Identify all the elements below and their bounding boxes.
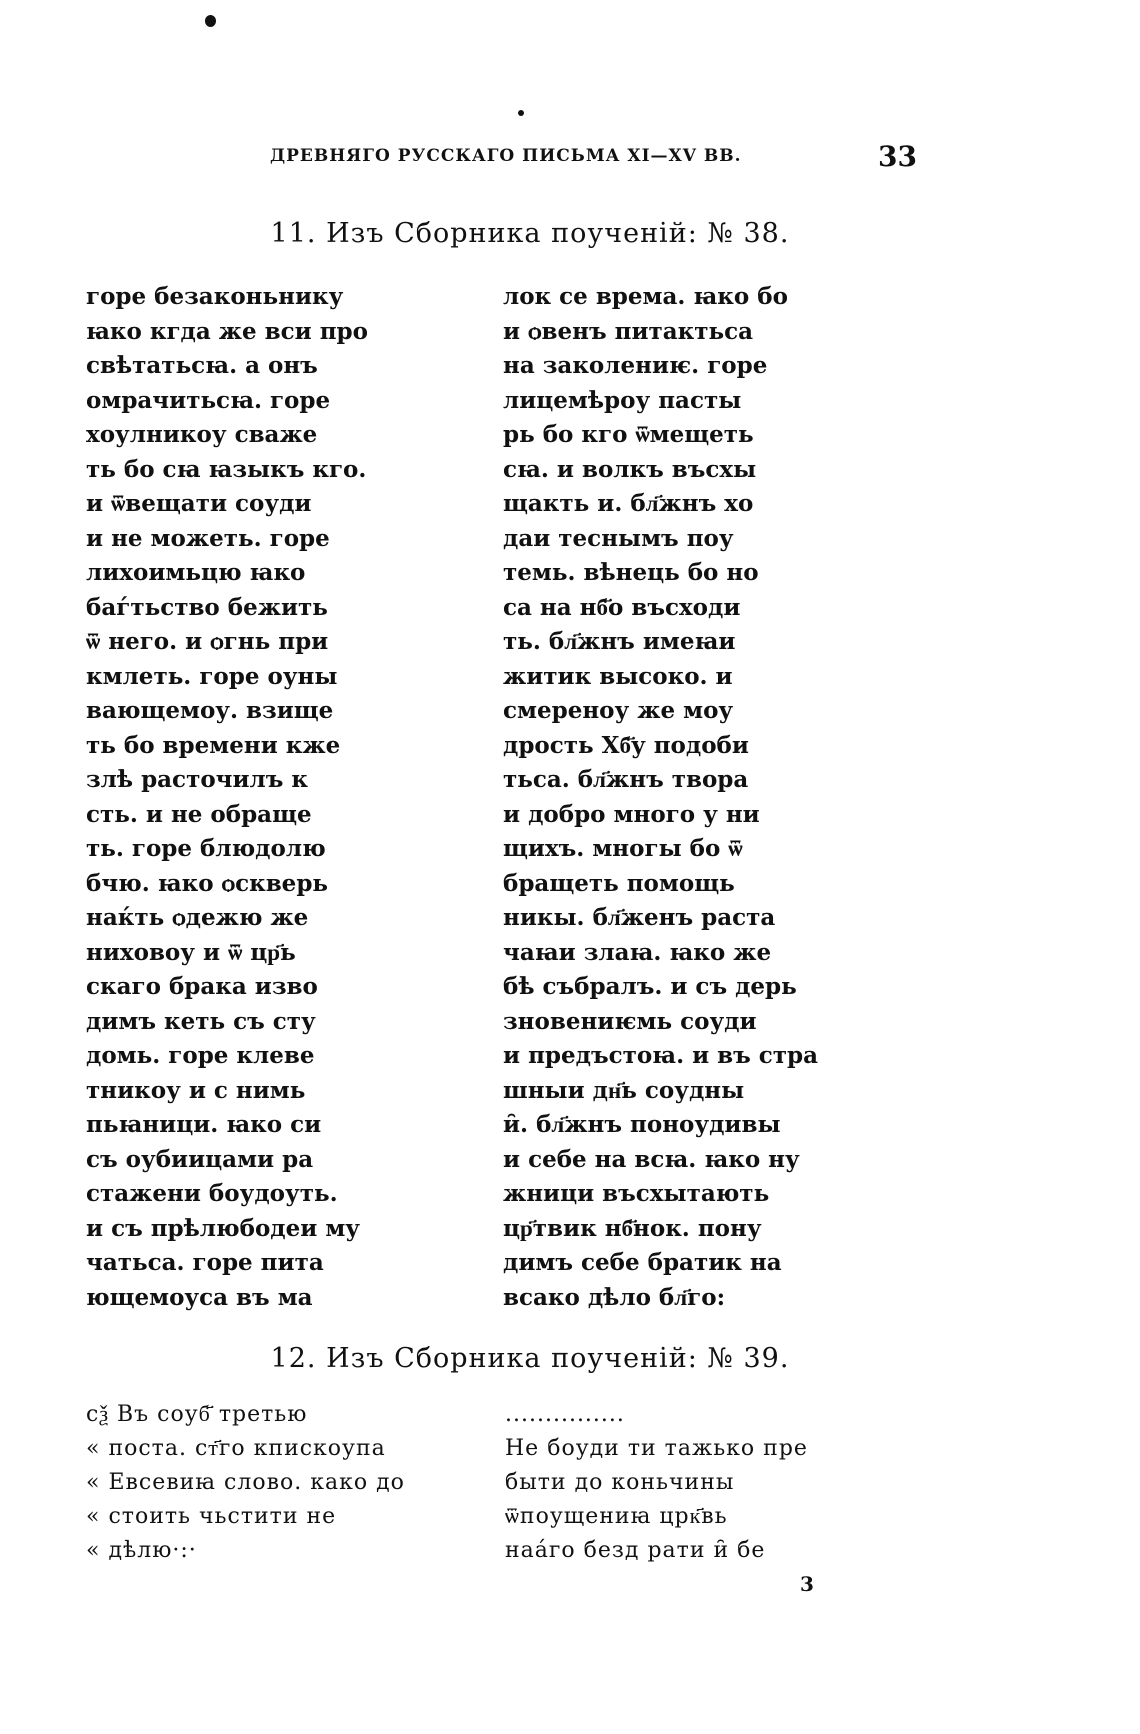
text-line: хоулникоу сваже xyxy=(86,421,318,448)
text-line: быти до коньчины xyxy=(505,1470,735,1495)
text-line: щакть и. бл҃жнъ хо xyxy=(503,490,754,517)
text-line: горе безаконьнику xyxy=(86,283,344,310)
text-line: и предъстоꙗ. и въ стра xyxy=(503,1042,819,1069)
text-line: лихоимьцю ꙗко xyxy=(86,559,306,586)
text-line: наа́го безд рати и̑ бе xyxy=(505,1538,766,1563)
text-line: Не боуди ти тажько пре xyxy=(505,1436,808,1461)
page-number: 33 xyxy=(878,140,917,173)
text-line: темь. вѣнець бо но xyxy=(503,559,759,586)
text-line: и себе на всꙗ. ꙗко ну xyxy=(503,1145,800,1173)
text-line: рь бо кго ѿмещеть xyxy=(503,421,754,448)
text-line: « Евсевиꙗ слово. како до xyxy=(86,1470,405,1495)
text-line: ть бо времени кже xyxy=(86,731,341,759)
text-line: даи теснымъ поу xyxy=(503,524,734,552)
text-line: « поста. ст҃го кпискоупа xyxy=(86,1436,386,1461)
text-line: никы. бл҃женъ раста xyxy=(503,904,776,931)
text-line: стажени боудоуть. xyxy=(86,1180,338,1207)
text-line: дрость Хб҃у подоби xyxy=(503,731,749,759)
text-line: домь. горе клеве xyxy=(86,1042,315,1069)
text-line: на заколениѥ. горе xyxy=(503,352,768,379)
ink-speck xyxy=(518,110,524,116)
section-11-right-column xyxy=(503,280,818,1315)
text-line: ѿпоущениꙗ црк҃вь xyxy=(505,1504,728,1529)
text-line: ть. бл҃жнъ имеꙗи xyxy=(503,628,736,655)
text-line: бѣ събралъ. и съ дерь xyxy=(503,973,797,1000)
text-line: димъ себе братик на xyxy=(503,1249,782,1276)
text-line: ............... xyxy=(505,1402,625,1427)
text-line: всако дѣло бл҃го: xyxy=(503,1283,726,1311)
text-line: скаго брака изво xyxy=(86,973,318,1000)
text-line: шныи дн҃ь соудны xyxy=(503,1076,745,1104)
signature-mark: 3 xyxy=(800,1572,814,1596)
text-line: сть. и не обраще xyxy=(86,800,312,828)
text-line: зновениѥмь соуди xyxy=(503,1007,757,1035)
text-line: смереноу же моу xyxy=(503,697,734,724)
text-line: омрачитьсꙗ. горе xyxy=(86,386,331,414)
text-line: ть бо сꙗ ꙗзыкъ кго. xyxy=(86,455,367,483)
text-line: пьꙗници. ꙗко си xyxy=(86,1111,322,1138)
text-line: и ѻвенъ питактьса xyxy=(503,317,754,345)
text-line: бчю. ꙗко ѻскверь xyxy=(86,869,329,897)
section-12-title: 12. Изъ Сборника поученій: № 39. xyxy=(270,1343,790,1374)
text-line: свѣтатьсꙗ. а онъ xyxy=(86,352,318,379)
text-line: сꙗ. и волкъ въсхы xyxy=(503,455,757,483)
text-line: и добро много у ни xyxy=(503,800,760,828)
text-line: чаꙗи злаꙗ. ꙗко же xyxy=(503,938,772,966)
text-line: ть. горе блюдолю xyxy=(86,835,326,862)
text-line: ющемоуса въ ма xyxy=(86,1283,313,1311)
text-line: ѿ него. и ѻгнь при xyxy=(86,628,329,655)
text-line: « стоить чьстити не xyxy=(86,1504,337,1529)
text-line: и съ прѣлюбодеи му xyxy=(86,1214,361,1242)
text-line: чатьса. горе пита xyxy=(86,1249,324,1276)
text-line: лицемѣроу пасты xyxy=(503,386,742,414)
text-line: « дѣлю·:· xyxy=(86,1538,197,1563)
text-line: баѓтьство бежить xyxy=(86,593,328,621)
text-line: жници въсхытають xyxy=(503,1180,770,1207)
text-line: и ѿвещати соуди xyxy=(86,490,312,517)
text-line: тникоу и с нимь xyxy=(86,1076,306,1104)
text-line: щихъ. многы бо ѿ xyxy=(503,835,743,862)
section-11-title: 11. Изъ Сборника поученій: № 38. xyxy=(270,218,790,249)
text-line: цр҃твик нб҃нок. пону xyxy=(503,1214,762,1242)
section-12-left-column xyxy=(86,1398,405,1568)
text-line: и̑. бл҃жнъ поноудивы xyxy=(503,1111,781,1138)
text-line: сѯ Въ соуб҃ третью xyxy=(86,1402,308,1427)
text-line: съ оубиицами ра xyxy=(86,1145,314,1173)
text-line: лок се врема. ꙗко бо xyxy=(503,283,788,310)
text-line: кмлеть. горе оуны xyxy=(86,662,338,690)
text-line: ꙗко кгда же вси про xyxy=(86,317,368,345)
text-line: житик высоко. и xyxy=(503,662,733,690)
text-line: злѣ расточилъ к xyxy=(86,766,309,793)
section-12-right-column xyxy=(505,1398,808,1568)
text-line: и не можеть. горе xyxy=(86,524,330,552)
text-line: вающемоу. взище xyxy=(86,697,334,724)
text-line: наќть ѻдежю же xyxy=(86,904,309,931)
text-line: димъ кеть съ сту xyxy=(86,1007,316,1035)
section-11-left-column xyxy=(86,280,368,1315)
running-header: ДРЕВНЯГО РУССКАГО ПИСЬМА XI—XV ВВ. xyxy=(270,146,742,166)
text-line: тьса. бл҃жнъ твора xyxy=(503,766,749,793)
ink-speck xyxy=(205,15,216,27)
text-line: са на нб҃о въсходи xyxy=(503,593,741,621)
text-line: бращеть помощь xyxy=(503,869,735,897)
text-line: ниховоу и ѿ цр҃ь xyxy=(86,938,296,966)
